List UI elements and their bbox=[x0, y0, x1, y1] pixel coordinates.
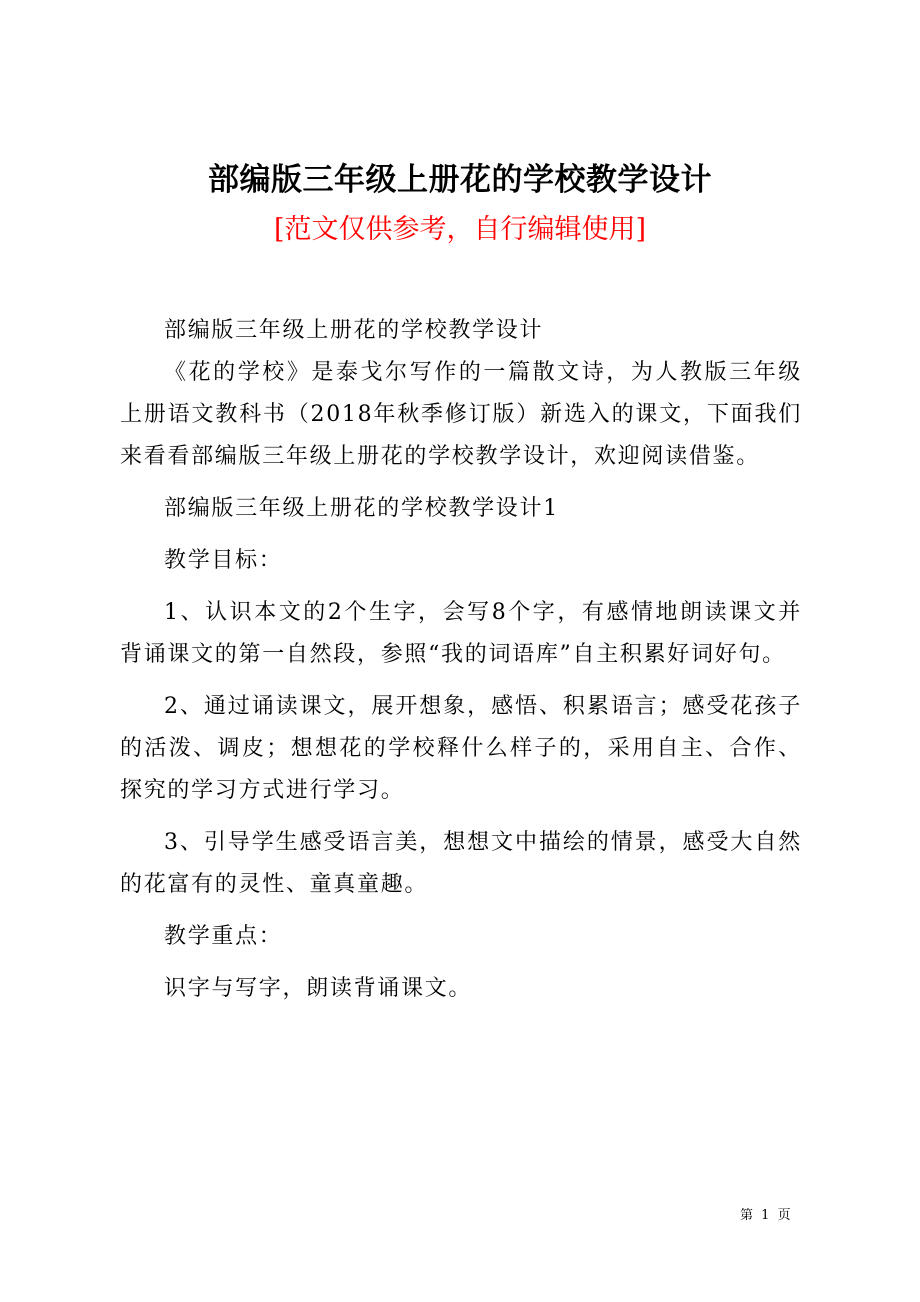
paragraph: 教学重点： bbox=[164, 924, 283, 949]
footer-prefix: 第 bbox=[740, 1208, 754, 1223]
document-subtitle: [范文仅供参考，自行编辑使用] bbox=[273, 214, 647, 245]
paragraph: 识字与写字，朗读背诵课文。 bbox=[164, 976, 473, 1001]
paragraph: 3、引导学生感受语言美，想想文中描绘的情景，感受大自然的花富有的灵性、童真童趣。 bbox=[120, 830, 802, 897]
paragraph: 《花的学校》是泰戈尔写作的一篇散文诗，为人教版三年级上册语文教科书（2018年秋季修订版）新选入的课文，下面我们来看看部编版三年级上册花的学校教学设计，欢迎阅读借鉴。 bbox=[120, 360, 802, 469]
paragraph: 教学目标： bbox=[164, 548, 283, 573]
paragraph: 2、通过诵读课文，展开想象，感悟、积累语言；感受花孩子的活泼、调皮；想想花的学校释什么样子的，采用自主、合作、探究的学习方式进行学习。 bbox=[120, 694, 802, 803]
page-number-footer bbox=[740, 1206, 820, 1226]
paragraph: 部编版三年级上册花的学校教学设计1 bbox=[164, 496, 559, 521]
paragraph: 1、认识本文的2个生字，会写8个字，有感情地朗读课文并背诵课文的第一自然段，参照“我的词语库”自主积累好词好句。 bbox=[120, 600, 802, 667]
document-title: 部编版三年级上册花的学校教学设计 bbox=[208, 162, 712, 198]
page-number: 1 bbox=[761, 1208, 770, 1223]
document-body bbox=[120, 310, 802, 1010]
footer-suffix: 页 bbox=[777, 1208, 791, 1223]
paragraph: 部编版三年级上册花的学校教学设计 bbox=[164, 318, 544, 343]
